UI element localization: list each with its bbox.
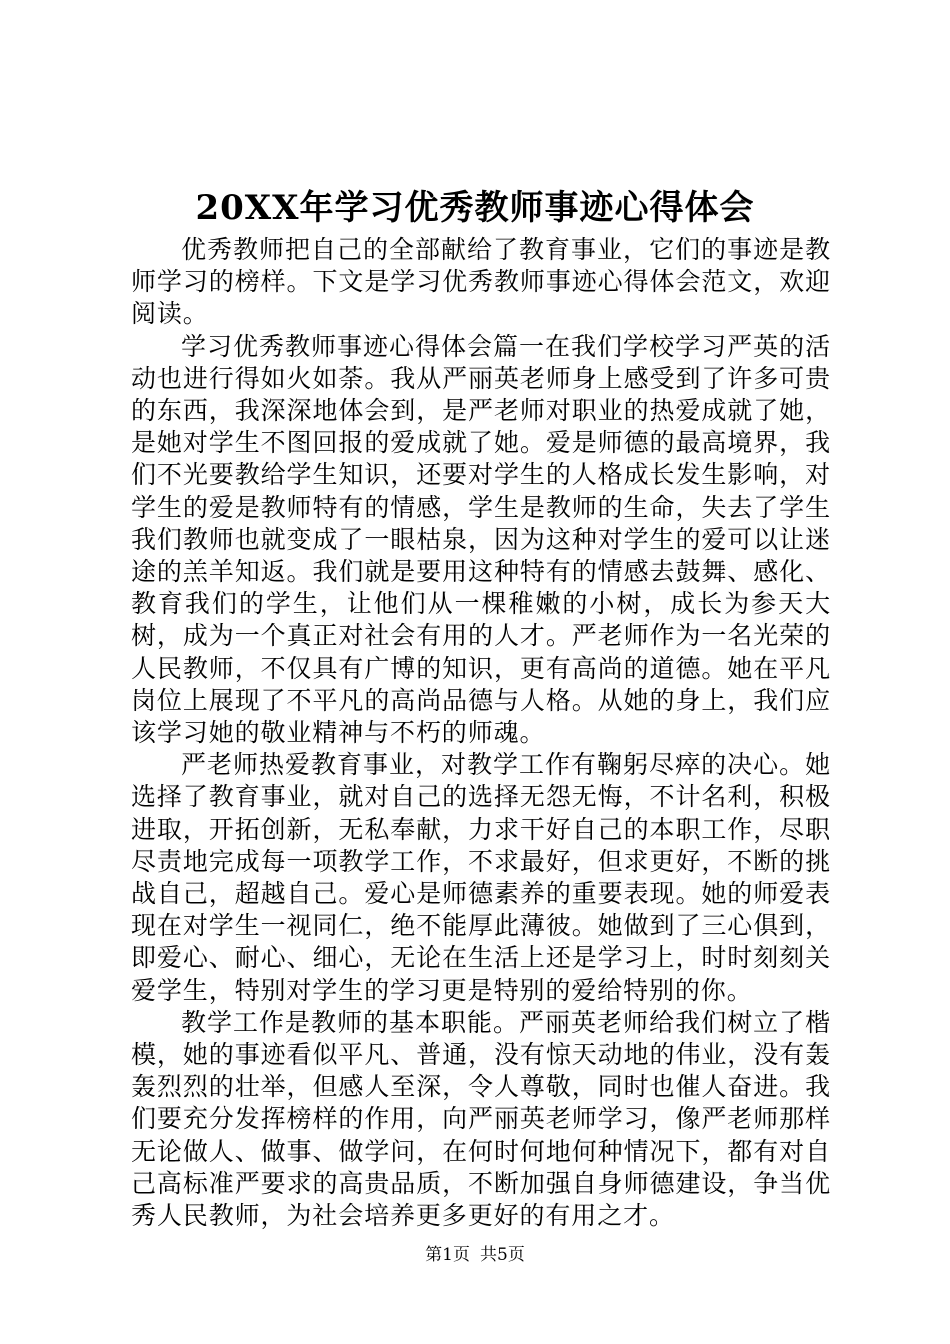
page-footer (0, 1243, 950, 1267)
paragraph-intro: 优秀教师把自己的全部献给了教育事业，它们的事迹是教师学习的榜样。下文是学习优秀教师事迹心得体会范文，欢迎阅读。 (131, 235, 831, 329)
paragraph-3: 教学工作是教师的基本职能。严丽英老师给我们树立了楷模，她的事迹看似平凡、普通，没有惊天动地的伟业，没有轰轰烈烈的壮举，但感人至深，令人尊敬，同时也催人奋进。我们要充分发挥榜样的作用，向严丽英老师学习，像严老师那样无论做人、做事、做学问，在何时何地何种情况下，都有对自己高标准严要求的高贵品质，不断加强自身师德建设，争当优秀人民教师，为社会培养更多更好的有用之才。 (131, 1007, 831, 1231)
page-number: 第1页 (425, 1245, 470, 1265)
page-total: 共5页 (480, 1245, 525, 1265)
document-title: 20XX年学习优秀教师事迹心得体会 (195, 188, 755, 228)
document-body (131, 234, 831, 1232)
paragraph-2: 严老师热爱教育事业，对教学工作有鞠躬尽瘁的决心。她选择了教育事业，就对自己的选择无怨无悔，不计名利，积极进取，开拓创新，无私奉献，力求干好自己的本职工作，尽职尽责地完成每一项教学工作，不求最好，但求更好，不断的挑战自己，超越自己。爱心是师德素养的重要表现。她的师爱表现在对学生一视同仁，绝不能厚此薄彼。她做到了三心俱到，即爱心、耐心、细心，无论在生活上还是学习上，时时刻刻关爱学生，特别对学生的学习更是特别的爱给特别的你。 (131, 750, 831, 1005)
paragraph-1: 学习优秀教师事迹心得体会篇一在我们学校学习严英的活动也进行得如火如荼。我从严丽英老师身上感受到了许多可贵的东西，我深深地体会到，是严老师对职业的热爱成就了她，是她对学生不图回报的爱成就了她。爱是师德的最高境界，我们不光要教给学生知识，还要对学生的人格成长发生影响，对学生的爱是教师特有的情感，学生是教师的生命，失去了学生我们教师也就变成了一眼枯泉，因为这种对学生的爱可以让迷途的羔羊知返。我们就是要用这种特有的情感去鼓舞、感化、教育我们的学生，让他们从一棵稚嫩的小树，成长为参天大树，成为一个真正对社会有用的人才。严老师作为一名光荣的人民教师，不仅具有广博的知识，更有高尚的道德。她在平凡岗位上展现了不平凡的高尚品德与人格。从她的身上，我们应该学习她的敬业精神与不朽的师魂。 (131, 331, 831, 748)
